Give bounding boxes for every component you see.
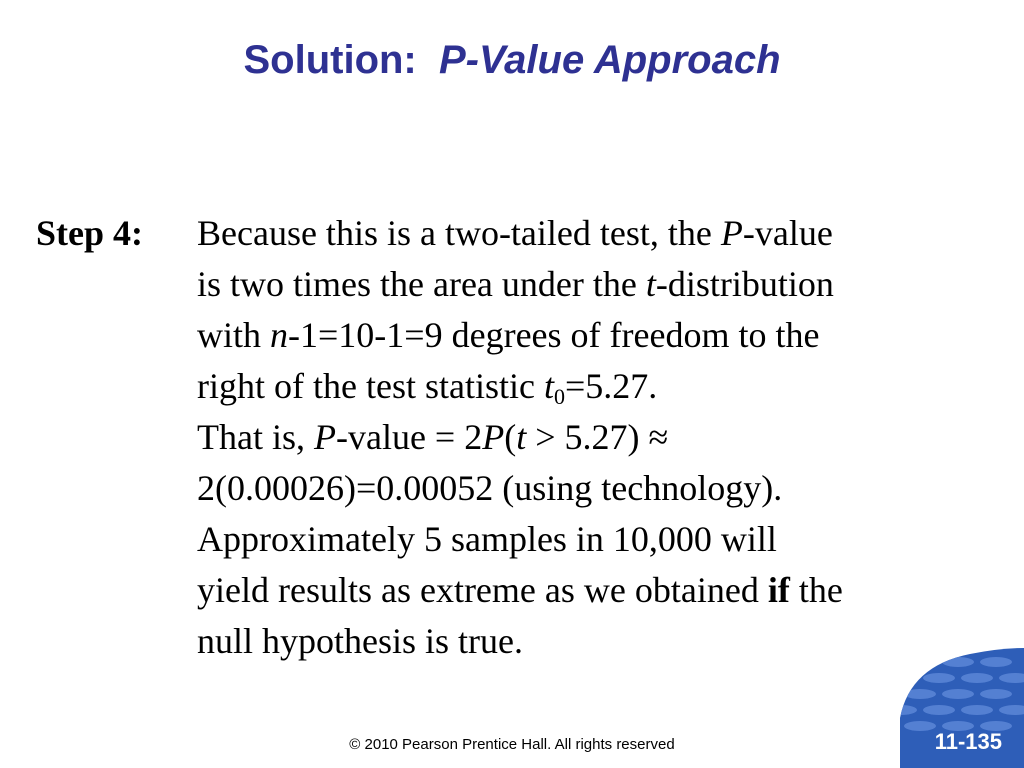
body-line-5	[197, 412, 987, 463]
body-line-9	[197, 616, 987, 667]
body-italic-n: n	[270, 315, 289, 355]
body-text-segment: -distribution	[655, 264, 834, 304]
body-italic-t: t	[516, 417, 527, 457]
body-text-segment: is two times the area under the	[197, 264, 646, 304]
body-line-7	[197, 514, 987, 565]
body-text-segment: with	[197, 315, 271, 355]
body-line-4	[197, 361, 987, 412]
body-text-segment: right of the test statistic	[197, 366, 544, 406]
subscript-zero: 0	[553, 384, 565, 409]
body-text-segment: -value	[742, 213, 833, 253]
body-text-segment: =5.27.	[564, 366, 658, 406]
copyright-footer: © 2010 Pearson Prentice Hall. All rights reserved	[349, 736, 675, 753]
step-body	[197, 208, 987, 667]
body-line-6	[197, 463, 987, 514]
body-line-8	[197, 565, 987, 616]
body-line-2	[197, 259, 987, 310]
body-text-segment: Approximately 5 samples in 10,000 will	[197, 519, 777, 559]
title-prefix: Solution:	[243, 38, 417, 82]
body-text-segment: the	[789, 570, 843, 610]
page-number: 11-135	[934, 729, 1002, 754]
body-line-3	[197, 310, 987, 361]
body-text-segment: -value = 2	[335, 417, 483, 457]
step-label: Step 4:	[36, 213, 143, 253]
title-italic: P-Value Approach	[438, 38, 781, 82]
body-text-segment: (	[504, 417, 517, 457]
body-line-1	[197, 208, 987, 259]
body-italic-t: t	[645, 264, 656, 304]
body-text-segment: 2(0.00026)=0.00052 (using technology).	[197, 468, 783, 508]
body-text-segment: That is,	[197, 417, 314, 457]
body-bold-if: if	[767, 570, 790, 610]
body-text-segment: yield results as extreme as we obtained	[197, 570, 768, 610]
body-italic-p: P	[720, 213, 743, 253]
body-italic-p: P	[482, 417, 505, 457]
body-italic-t: t	[543, 366, 554, 406]
body-text-segment: > 5.27) ≈	[526, 417, 669, 457]
body-text-segment: Because this is a two-tailed test, the	[197, 213, 721, 253]
slide-title	[0, 38, 1024, 83]
body-text-segment: null hypothesis is true.	[197, 621, 523, 661]
body-text-segment: -1=10-1=9 degrees of freedom to the	[288, 315, 820, 355]
body-italic-p: P	[313, 417, 336, 457]
page-number-badge	[900, 648, 1024, 768]
